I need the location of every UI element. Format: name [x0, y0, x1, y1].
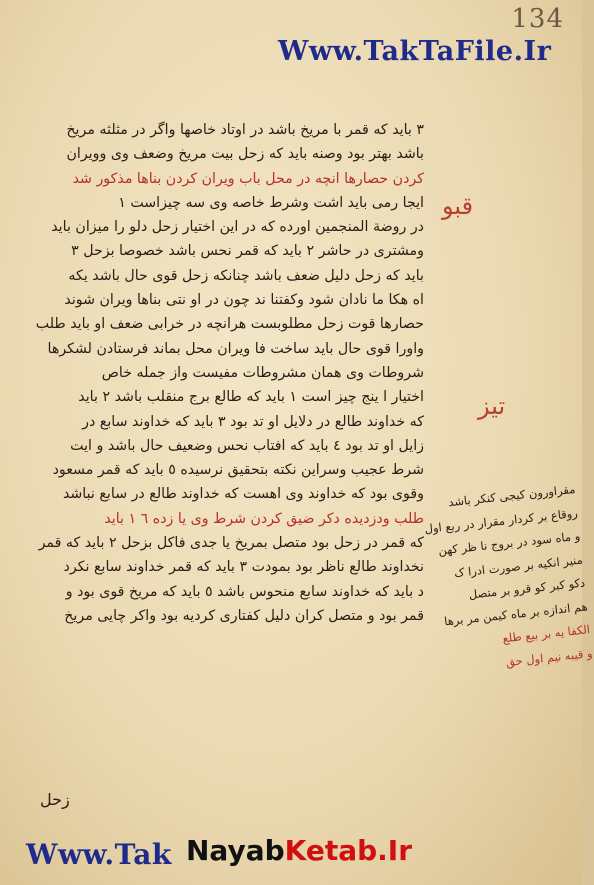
text-line: ٣ باید که قمر با مریخ باشد در اوتاد خاصها واگر در مثلثه مریخ — [66, 122, 424, 138]
margin-note-line: الکفا یه بر بیع طلع — [501, 622, 591, 646]
margin-note-line: هم اندازه بر ماه کیمن مر برها — [443, 598, 589, 628]
margin-note-line: و ماه سود در بروج نا ظر کهن — [437, 528, 581, 558]
watermark-taktafile-bottom: Www.Tak — [26, 838, 172, 871]
text-line: زایل او تد بود ٤ باید که افتاب نحس وضعیف حال باشد و ایت — [70, 437, 424, 454]
catchword: زحل — [40, 790, 70, 809]
watermark-nayab-text: Nayab — [186, 834, 285, 867]
text-line: شرط عجیب وسراین نکته بتحقیق نرسیده ٥ باید که قمر مسعود — [52, 462, 424, 479]
text-line: که خداوند طالع در دلایل او تد بود ٣ باید که خداوند سابع در — [82, 413, 424, 430]
margin-note-line: دکو کبر کو قرو بر متصل — [468, 575, 586, 602]
marginal-gloss-2: تیز — [478, 392, 506, 420]
text-line: شروطات وی همان مشروطات مفیست واز جمله خاص — [101, 364, 424, 381]
marginal-gloss-1: قبو — [442, 192, 474, 220]
text-line: باشد بهتر بود وصنه باید که زحل بیت مریخ وضعف وی وویران — [66, 146, 424, 163]
text-line: حصارها قوت زحل مطلوبست هرانچه در خرابی ضعف او باید طلب — [35, 316, 424, 333]
text-line: اختیار ا ینج چیز است ١ باید که طالع برج منقلب باشد ٢ باید — [78, 389, 424, 406]
watermark-taktafile-top: Www.TakTaFile.Ir — [278, 36, 552, 67]
margin-note-block — [419, 478, 594, 681]
margin-note-line: منیر انکیه بر صورت ادرا ک — [453, 552, 584, 580]
text-line: طلب ودزدیده دکر ضیق کردن شرط وی یا زده ٦ ١ باید — [104, 510, 424, 527]
text-line: وقوی بود که خداوند وی اهست که خداوند طالع در سابع نباشد — [62, 486, 424, 503]
text-line: اه هکا ما نادان شود وکفتنا ند چون در او نتی بناها ویران شوند — [64, 292, 424, 309]
text-line: نخداوند طالع ناظر بود بمودت ٣ باید که قمر خداوند سابع نکرد — [63, 559, 424, 576]
watermark-ketab-text: Ketab.Ir — [284, 834, 413, 867]
text-line: ایجا رمی باید اشت وشرط خاصه وی سه چیزاست ١ — [118, 194, 424, 211]
text-line: در روضة المنجمین اورده که در این اختیار زحل دلو را میزان باید — [51, 219, 424, 236]
margin-note-line: و قیبه نیم اول حق — [505, 645, 594, 669]
main-text-block — [14, 118, 424, 628]
text-line: د باید که خداوند سابع منحوس باشد ٥ باید که مریخ قوی بود و — [65, 583, 424, 600]
text-line: واورا قوی حال باید ساخت فا ویران محل بماند فرستادن لشکرها — [47, 340, 424, 357]
text-line: ومشتری در حاشر ٢ باید که قمر نحس باشد خصوصا بزحل ٣ — [71, 243, 424, 260]
text-line: که قمر در زحل بود متصل بمریخ یا جدی فاکل بزحل ٢ باید که قمر — [38, 535, 424, 552]
text-line: باید که زحل دلیل ضعف باشد چنانکه زحل قوی حال باشد یکه — [68, 267, 424, 284]
text-line: کردن حصارها انچه در محل باب ویران کردن بناها مذکور شد — [72, 170, 424, 187]
margin-note-line: مقراورون کیجی کنکر باشد — [447, 481, 576, 510]
watermark-nayabketab — [186, 834, 412, 867]
text-line: قمر بود و متصل کران دلیل کفتاری کردیه بود واکر چایی مریخ — [64, 607, 424, 624]
margin-note-line: روقاع بر کردار مقرار در ربع اول — [423, 505, 579, 536]
page-number: 134 — [511, 4, 564, 34]
